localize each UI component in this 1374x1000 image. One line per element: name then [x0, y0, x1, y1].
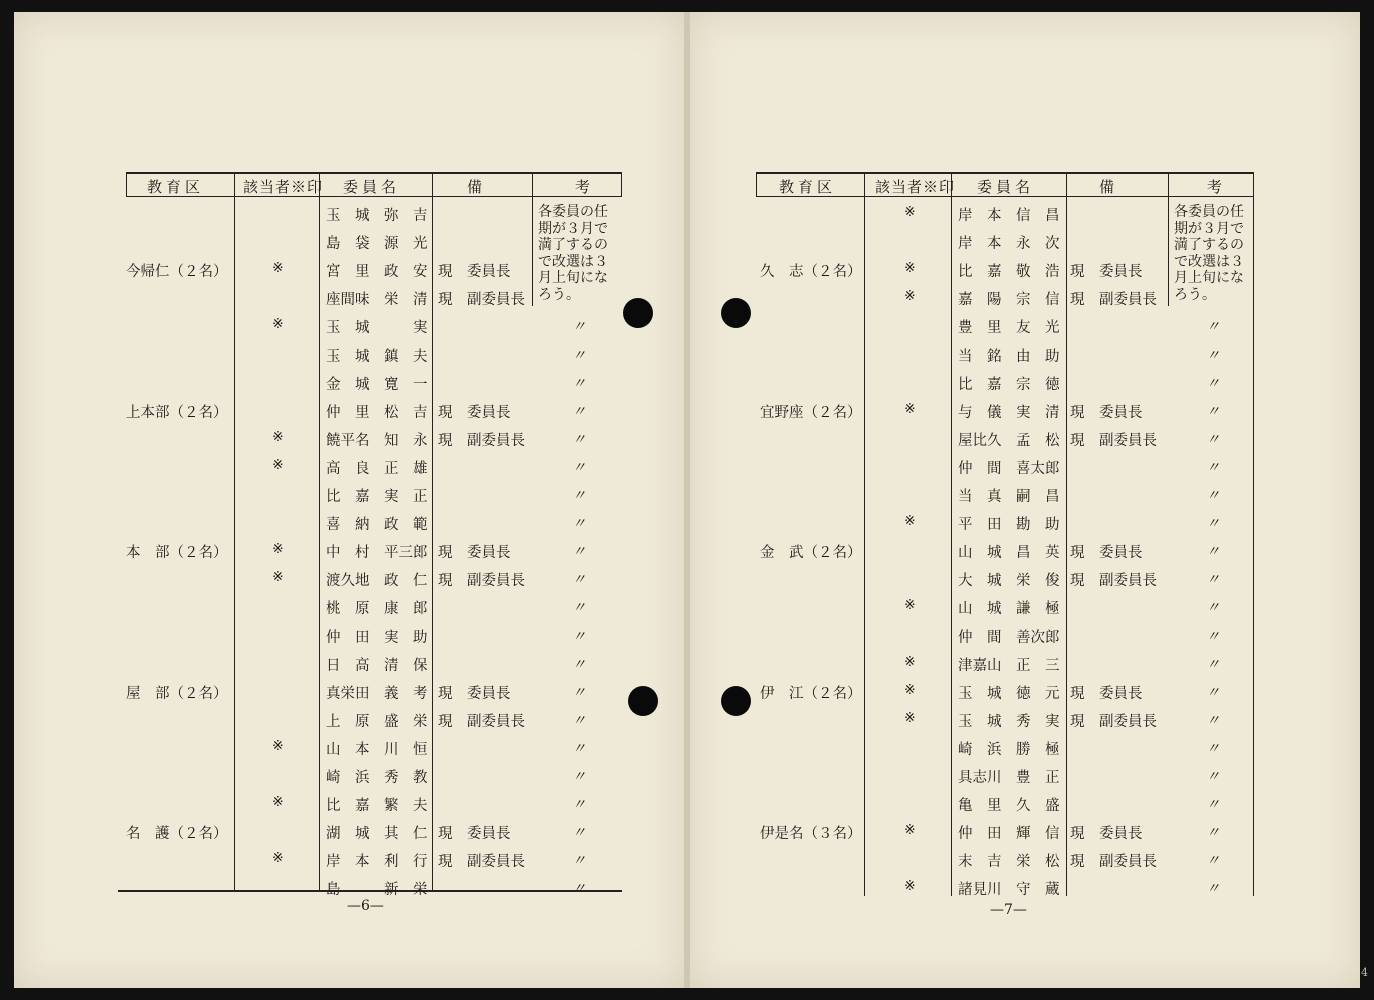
table-row: [756, 650, 1254, 678]
ditto-mark: 〃: [572, 881, 586, 898]
table-row: [126, 678, 622, 706]
ditto-mark: 〃: [572, 853, 586, 870]
status-cell: 現 副委員長: [438, 432, 525, 449]
table-row: [756, 200, 1254, 228]
member-name-cell: 山 城 昌 英: [958, 545, 1060, 562]
member-name-cell: 平 田 勘 助: [958, 517, 1060, 534]
ditto-mark: 〃: [572, 403, 586, 420]
table-row: [756, 622, 1254, 650]
applicable-mark: ※: [904, 513, 916, 530]
header-member-name: 委員名: [343, 178, 401, 196]
binding-hole: [721, 686, 751, 716]
status-cell: 現 副委員長: [438, 292, 525, 309]
member-name-cell: 仲 里 松 吉: [326, 404, 428, 421]
applicable-mark: ※: [904, 204, 916, 220]
member-name-cell: 島 新 栄: [326, 882, 428, 899]
table-row: [756, 565, 1254, 593]
member-name-cell: 宮 里 政 安: [326, 264, 428, 281]
applicable-mark: ※: [272, 316, 284, 333]
header-mark: 該当者※印: [875, 178, 956, 196]
member-name-cell: 末 吉 栄 松: [958, 854, 1060, 871]
member-name-cell: 玉 城 徳 元: [958, 685, 1060, 702]
member-name-cell: 津嘉山 正 三: [958, 657, 1060, 674]
member-name-cell: 具志川 豊 正: [958, 770, 1060, 786]
member-name-cell: 金 城 寛 一: [326, 376, 428, 393]
status-cell: 現 委員長: [438, 264, 511, 281]
member-name-cell: 上 原 盛 栄: [326, 713, 428, 730]
table-header: [126, 172, 622, 197]
ditto-mark: 〃: [1206, 740, 1220, 757]
ditto-mark: 〃: [1206, 375, 1220, 392]
applicable-mark: ※: [272, 794, 284, 811]
applicable-mark: ※: [272, 737, 284, 754]
ditto-mark: 〃: [572, 488, 586, 504]
binding-hole: [623, 298, 653, 328]
member-name-cell: 岸 本 信 昌: [958, 208, 1060, 224]
table-row: [126, 481, 622, 509]
applicable-mark: ※: [272, 569, 284, 586]
header-remarks-b: 考: [1207, 178, 1227, 196]
member-name-cell: 渡久地 政 仁: [326, 573, 428, 590]
ditto-mark: 〃: [1206, 431, 1220, 448]
ditto-mark: 〃: [1206, 712, 1220, 729]
header-district: 教育区: [779, 178, 837, 196]
district-cell: 金 武（２名）: [760, 545, 862, 562]
binding-hole: [628, 686, 658, 716]
table-row: [126, 228, 622, 256]
member-name-cell: 崎 浜 秀 教: [326, 770, 428, 786]
member-name-cell: 仲 間 喜太郎: [958, 460, 1060, 477]
ditto-mark: 〃: [572, 684, 586, 701]
ditto-mark: 〃: [1206, 319, 1220, 336]
district-cell: 本 部（２名）: [126, 545, 228, 562]
status-cell: 現 副委員長: [438, 854, 525, 871]
table-row: [756, 397, 1254, 425]
member-name-cell: 亀 里 久 盛: [958, 798, 1060, 815]
table-row: [756, 228, 1254, 256]
applicable-mark: ※: [272, 541, 284, 558]
member-name-cell: 岸 本 永 次: [958, 236, 1060, 253]
table-row: [756, 818, 1254, 846]
member-name-cell: 岸 本 利 行: [326, 854, 428, 871]
table-row: [126, 622, 622, 650]
ditto-mark: 〃: [572, 516, 586, 533]
ditto-mark: 〃: [572, 375, 586, 392]
ditto-mark: 〃: [1206, 881, 1220, 898]
table-row: [126, 818, 622, 846]
book-spine: [684, 12, 690, 988]
member-name-cell: 当 真 嗣 昌: [958, 489, 1060, 505]
ditto-mark: 〃: [1206, 516, 1220, 533]
ditto-mark: 〃: [1206, 544, 1220, 561]
table-row: [126, 200, 622, 228]
applicable-mark: ※: [904, 681, 916, 698]
member-name-cell: 山 本 川 恒: [326, 741, 428, 758]
table-row: [756, 256, 1254, 284]
table-row: [126, 509, 622, 537]
ditto-mark: 〃: [572, 712, 586, 729]
member-name-cell: 高 良 正 雄: [326, 460, 428, 477]
ditto-mark: 〃: [572, 825, 586, 842]
table-row: [126, 650, 622, 678]
table-row: [756, 453, 1254, 481]
ditto-mark: 〃: [1206, 684, 1220, 701]
table-row: [126, 284, 622, 312]
right-table: [756, 172, 1254, 902]
ditto-mark: 〃: [572, 797, 586, 814]
member-name-cell: 仲 田 輝 信: [958, 826, 1060, 843]
status-cell: 現 委員長: [1070, 826, 1143, 843]
member-name-cell: 桃 原 康 郎: [326, 601, 428, 618]
table-row: [126, 341, 622, 369]
member-name-cell: 湖 城 其 仁: [326, 826, 428, 843]
header-mark: 該当者※印: [243, 178, 324, 196]
applicable-mark: ※: [272, 850, 284, 867]
status-cell: 現 委員長: [1070, 545, 1143, 562]
ditto-mark: 〃: [572, 572, 586, 589]
table-row: [126, 453, 622, 481]
status-cell: 現 副委員長: [1070, 292, 1157, 309]
member-name-cell: 嘉 陽 宗 信: [958, 292, 1060, 309]
table-row: [126, 425, 622, 453]
member-name-cell: 仲 間 善次郎: [958, 629, 1060, 646]
member-name-cell: 当 銘 由 助: [958, 348, 1060, 365]
status-cell: 現 副委員長: [438, 713, 525, 730]
member-name-cell: 玉 城 秀 実: [958, 713, 1060, 730]
header-remarks-a: 備: [467, 178, 487, 196]
table-row: [126, 256, 622, 284]
ditto-mark: 〃: [1206, 572, 1220, 589]
table-row: [756, 425, 1254, 453]
member-name-cell: 座間味 栄 清: [326, 292, 428, 309]
ditto-mark: 〃: [572, 769, 586, 785]
member-name-cell: 与 儀 実 清: [958, 404, 1060, 421]
header-member-name: 委員名: [977, 178, 1035, 196]
ditto-mark: 〃: [1206, 403, 1220, 420]
page-number-right: —7—: [990, 902, 1027, 918]
member-name-cell: 比 嘉 宗 徳: [958, 376, 1060, 393]
table-row: [756, 678, 1254, 706]
member-name-cell: 玉 城 実: [326, 320, 428, 337]
member-name-cell: 山 城 謙 極: [958, 601, 1060, 618]
district-cell: 伊是名（３名）: [760, 826, 862, 843]
member-name-cell: 諸見川 守 蔵: [958, 882, 1060, 899]
table-row: [756, 593, 1254, 621]
applicable-mark: ※: [272, 428, 284, 445]
member-name-cell: 屋比久 孟 松: [958, 432, 1060, 449]
ditto-mark: 〃: [1206, 600, 1220, 617]
applicable-mark: ※: [904, 653, 916, 670]
district-cell: 今帰仁（２名）: [126, 264, 228, 281]
ditto-mark: 〃: [572, 431, 586, 448]
status-cell: 現 委員長: [438, 826, 511, 843]
header-remarks-b: 考: [575, 178, 595, 196]
table-row: [126, 734, 622, 762]
header-remarks-a: 備: [1099, 178, 1119, 196]
table-row: [126, 790, 622, 818]
remarks-note: 各委員の任 期が３月で 満了するの で改選は３ 月上旬にな ろう。: [1174, 204, 1244, 303]
member-name-cell: 豊 里 友 光: [958, 320, 1060, 337]
table-row: [756, 509, 1254, 537]
left-table: [126, 172, 622, 902]
member-name-cell: 日 高 清 保: [326, 657, 428, 674]
status-cell: 現 副委員長: [1070, 432, 1157, 449]
member-name-cell: 崎 浜 勝 極: [958, 741, 1060, 758]
table-row: [126, 397, 622, 425]
ditto-mark: 〃: [572, 319, 586, 336]
member-name-cell: 玉 城 弥 吉: [326, 208, 428, 224]
applicable-mark: ※: [272, 456, 284, 473]
table-row: [756, 734, 1254, 762]
applicable-mark: ※: [904, 709, 916, 726]
table-row: [756, 762, 1254, 790]
status-cell: 現 副委員長: [1070, 573, 1157, 590]
member-name-cell: 饒平名 知 永: [326, 432, 428, 449]
table-row: [126, 846, 622, 874]
table-row: [126, 565, 622, 593]
district-cell: 名 護（２名）: [126, 826, 228, 843]
district-cell: 久 志（２名）: [760, 264, 862, 281]
member-name-cell: 中 村 平三郎: [326, 545, 428, 562]
ditto-mark: 〃: [1206, 769, 1220, 785]
status-cell: 現 委員長: [438, 685, 511, 702]
ditto-mark: 〃: [1206, 853, 1220, 870]
ditto-mark: 〃: [1206, 459, 1220, 476]
status-cell: 現 副委員長: [1070, 713, 1157, 730]
table-row: [126, 312, 622, 340]
table-row: [126, 762, 622, 790]
table-row: [756, 846, 1254, 874]
table-row: [756, 284, 1254, 312]
table-row: [756, 481, 1254, 509]
applicable-mark: ※: [904, 597, 916, 614]
member-name-cell: 比 嘉 繁 夫: [326, 798, 428, 815]
ditto-mark: 〃: [572, 600, 586, 617]
member-name-cell: 玉 城 鎮 夫: [326, 348, 428, 365]
ditto-mark: 〃: [1206, 656, 1220, 673]
applicable-mark: ※: [272, 260, 284, 277]
member-name-cell: 島 袋 源 光: [326, 236, 428, 253]
applicable-mark: ※: [904, 878, 916, 895]
corner-mark: 4: [1361, 966, 1368, 979]
district-cell: 屋 部（２名）: [126, 685, 228, 702]
applicable-mark: ※: [904, 288, 916, 305]
member-name-cell: 喜 納 政 範: [326, 517, 428, 534]
applicable-mark: ※: [904, 260, 916, 277]
ditto-mark: 〃: [572, 628, 586, 645]
table-row: [126, 593, 622, 621]
ditto-mark: 〃: [1206, 797, 1220, 814]
status-cell: 現 委員長: [438, 404, 511, 421]
ditto-mark: 〃: [572, 740, 586, 757]
page-number-left: —6—: [347, 898, 384, 914]
ditto-mark: 〃: [1206, 825, 1220, 842]
member-name-cell: 真栄田 義 考: [326, 685, 428, 702]
table-row: [756, 341, 1254, 369]
ditto-mark: 〃: [1206, 628, 1220, 645]
status-cell: 現 委員長: [438, 545, 511, 562]
table-row: [756, 706, 1254, 734]
ditto-mark: 〃: [572, 544, 586, 561]
member-name-cell: 比 嘉 敬 浩: [958, 264, 1060, 281]
member-name-cell: 仲 田 実 助: [326, 629, 428, 646]
table-header: [756, 172, 1254, 197]
applicable-mark: ※: [904, 822, 916, 839]
status-cell: 現 副委員長: [438, 573, 525, 590]
table-row: [756, 369, 1254, 397]
table-row: [756, 874, 1254, 902]
table-row: [756, 537, 1254, 565]
district-cell: 上本部（２名）: [126, 404, 228, 421]
table-row: [126, 369, 622, 397]
table-row: [756, 312, 1254, 340]
member-name-cell: 比 嘉 実 正: [326, 489, 428, 505]
ditto-mark: 〃: [572, 656, 586, 673]
ditto-mark: 〃: [1206, 488, 1220, 504]
ditto-mark: 〃: [572, 347, 586, 364]
district-cell: 伊 江（２名）: [760, 685, 862, 702]
table-row: [126, 706, 622, 734]
district-cell: 宜野座（２名）: [760, 404, 862, 421]
ditto-mark: 〃: [572, 459, 586, 476]
status-cell: 現 委員長: [1070, 404, 1143, 421]
ditto-mark: 〃: [1206, 347, 1220, 364]
header-district: 教育区: [147, 178, 205, 196]
member-name-cell: 大 城 栄 俊: [958, 573, 1060, 590]
status-cell: 現 委員長: [1070, 264, 1143, 281]
binding-hole: [721, 298, 751, 328]
status-cell: 現 委員長: [1070, 685, 1143, 702]
applicable-mark: ※: [904, 400, 916, 417]
table-row: [126, 537, 622, 565]
status-cell: 現 副委員長: [1070, 854, 1157, 871]
table-row: [756, 790, 1254, 818]
remarks-note: 各委員の任 期が３月で 満了するの で改選は３ 月上旬にな ろう。: [538, 204, 608, 303]
